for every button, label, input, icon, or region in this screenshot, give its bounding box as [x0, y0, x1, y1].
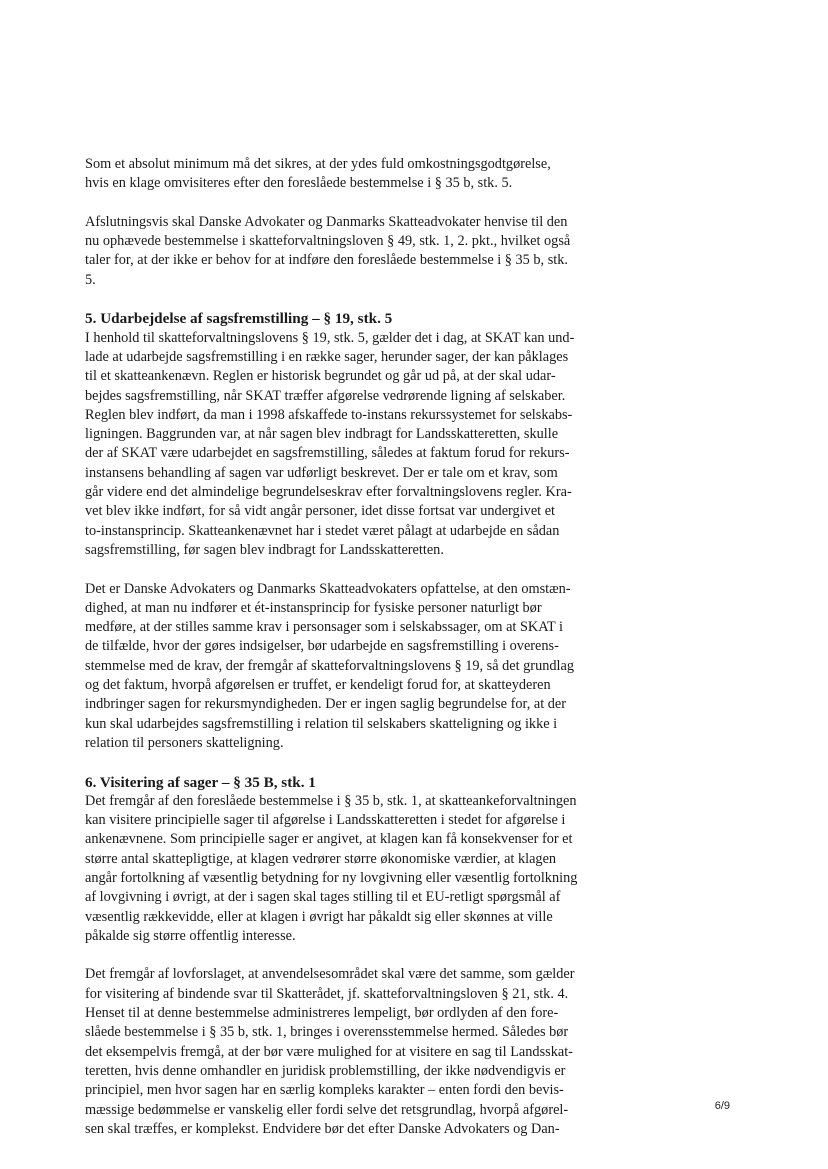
- text-line: Det fremgår af den foreslåede bestemmelse i § 35 b, stk. 1, at skatteankeforvaltningen: [85, 792, 577, 809]
- text-line: 5.: [85, 271, 96, 288]
- text-line: ligningen. Baggrunden var, at når sagen blev indbragt for Landsskatteretten, skulle: [85, 426, 559, 443]
- text-line: bejdes sagsfremstilling, når SKAT træffer afgørelse vedrørende ligning af selskaber.: [85, 387, 566, 404]
- page-number: 6/9: [714, 1100, 730, 1112]
- text-line: principiel, men hvor sagen har en særlig kompleks karakter – enten fordi den bevis-: [85, 1082, 564, 1099]
- text-line: Afslutningsvis skal Danske Advokater og Danmarks Skatteadvokater henvise til den: [85, 213, 568, 230]
- text-line: kun skal udarbejdes sagsfremstilling i relation til selskabers skatteligning og ikke i: [85, 715, 558, 732]
- text-line: Som et absolut minimum må det sikres, at der ydes fuld omkostningsgodtgørelse,: [85, 156, 551, 172]
- section: [85, 773, 745, 947]
- paragraph: [85, 965, 745, 1139]
- paragraph: [85, 155, 745, 194]
- text-line: til et skatteankenævn. Reglen er historisk begrundet og går ud på, at der skal udar-: [85, 368, 556, 385]
- text-line: sagsfremstilling, før sagen blev indbragt for Landsskatteretten.: [85, 541, 444, 558]
- text-line: instansens behandling af sagen var udførligt beskrevet. Der er tale om et krav, som: [85, 464, 558, 481]
- text-line: dighed, at man nu indfører et ét-instansprincip for fysiske personer naturligt bør: [85, 599, 542, 616]
- text-line: de tilfælde, hvor der gøres indsigelser, bør udarbejde en sagsfremstilling i overens-: [85, 638, 559, 655]
- text-line: Reglen blev indført, da man i 1998 afskaffede to-instans rekurssystemet for selskabs-: [85, 406, 573, 423]
- text-line: hvis en klage omvisiteres efter den foreslåede bestemmelse i § 35 b, stk. 5.: [85, 175, 513, 192]
- document-body: [85, 155, 745, 1158]
- text-line: sen skal træffes, er komplekst. Endvidere bør det efter Danske Advokaters og Dan-: [85, 1120, 560, 1137]
- text-line: af lovgivning i øvrigt, at der i sagen skal tages stilling til et EU-retligt spørgsmål af: [85, 889, 561, 906]
- section-heading: 5. Udarbejdelse af sagsfremstilling – § 19, stk. 5: [85, 310, 393, 328]
- text-line: taler for, at der ikke er behov for at indføre den foreslåede bestemmelse i § 35 b, stk.: [85, 252, 568, 269]
- text-line: Det fremgår af lovforslaget, at anvendelsesområdet skal være det samme, som gælder: [85, 966, 575, 983]
- section: [85, 309, 745, 560]
- text-line: ankenævnene. Som principielle sager er angivet, at klagen kan få konsekvenser for et: [85, 831, 573, 848]
- text-line: indbringer sagen for rekursmyndigheden. Der er ingen saglig begrundelse for, at der: [85, 696, 566, 713]
- text-line: mæssige bedømmelse er vanskelig eller fordi selve det retsgrundlag, hvorpå afgørel-: [85, 1101, 569, 1118]
- text-line: nu ophævede bestemmelse i skatteforvaltningsloven § 49, stk. 1, 2. pkt., hvilket også: [85, 233, 571, 250]
- text-line: kan visitere principielle sager til afgørelse i Landsskatteretten i stedet for afgørelse i: [85, 812, 566, 829]
- text-line: går videre end det almindelige begrundelseskrav efter forvaltningslovens regler. Kra-: [85, 484, 572, 501]
- text-line: væsentlig rækkevidde, eller at klagen i øvrigt har påkaldt sig eller skønnes at ville: [85, 908, 553, 925]
- paragraph: [85, 213, 745, 290]
- text-line: for visitering af bindende svar til Skatterådet, jf. skatteforvaltningsloven § 21, stk. 4.: [85, 985, 569, 1002]
- text-line: medføre, at der stilles samme krav i personsager som i selskabssager, om at SKAT i: [85, 619, 564, 636]
- text-line: det eksempelvis fremgå, at der bør være mulighed for at visitere en sag til Landsskat-: [85, 1043, 573, 1060]
- text-line: teretten, hvis denne omhandler en juridisk problemstilling, der ikke nødvendigvis er: [85, 1062, 566, 1079]
- text-line: Henset til at denne bestemmelse administreres lempeligt, bør ordlyden af den fore-: [85, 1005, 559, 1022]
- text-line: relation til personers skatteligning.: [85, 734, 284, 751]
- text-line: og det faktum, hvorpå afgørelsen er truffet, er kendeligt forud for, at skatteyderen: [85, 677, 551, 694]
- text-line: der af SKAT være udarbejdet en sagsfremstilling, således at faktum forud for rekurs-: [85, 445, 570, 462]
- text-line: stemmelse med de krav, der fremgår af skatteforvaltningslovens § 19, så det grundlag: [85, 657, 574, 674]
- paragraph: [85, 580, 745, 754]
- text-line: større antal skattepligtige, at klagen vedrører større økonomiske værdier, at klagen: [85, 850, 557, 867]
- text-line: vet blev ikke indført, for så vidt angår personer, idet disse fortsat var undergivet et: [85, 503, 556, 520]
- text-line: slåede bestemmelse i § 35 b, stk. 1, bringes i overensstemmelse hermed. Således bør: [85, 1024, 569, 1041]
- text-line: påkalde sig større offentlig interesse.: [85, 927, 296, 944]
- section-heading: 6. Visitering af sager – § 35 B, stk. 1: [85, 773, 316, 791]
- text-line: Det er Danske Advokaters og Danmarks Skatteadvokaters opfattelse, at den omstæn-: [85, 580, 571, 597]
- text-line: angår fortolkning af væsentlig betydning for ny lovgivning eller væsentlig fortolkning: [85, 869, 578, 886]
- text-line: to-instansprincip. Skatteankenævnet har i stedet været pålagt at udarbejde en sådan: [85, 522, 560, 539]
- text-line: lade at udarbejde sagsfremstilling i en række sager, herunder sager, der kan påklages: [85, 348, 569, 365]
- text-line: I henhold til skatteforvaltningslovens § 19, stk. 5, gælder det i dag, at SKAT kan und-: [85, 329, 575, 346]
